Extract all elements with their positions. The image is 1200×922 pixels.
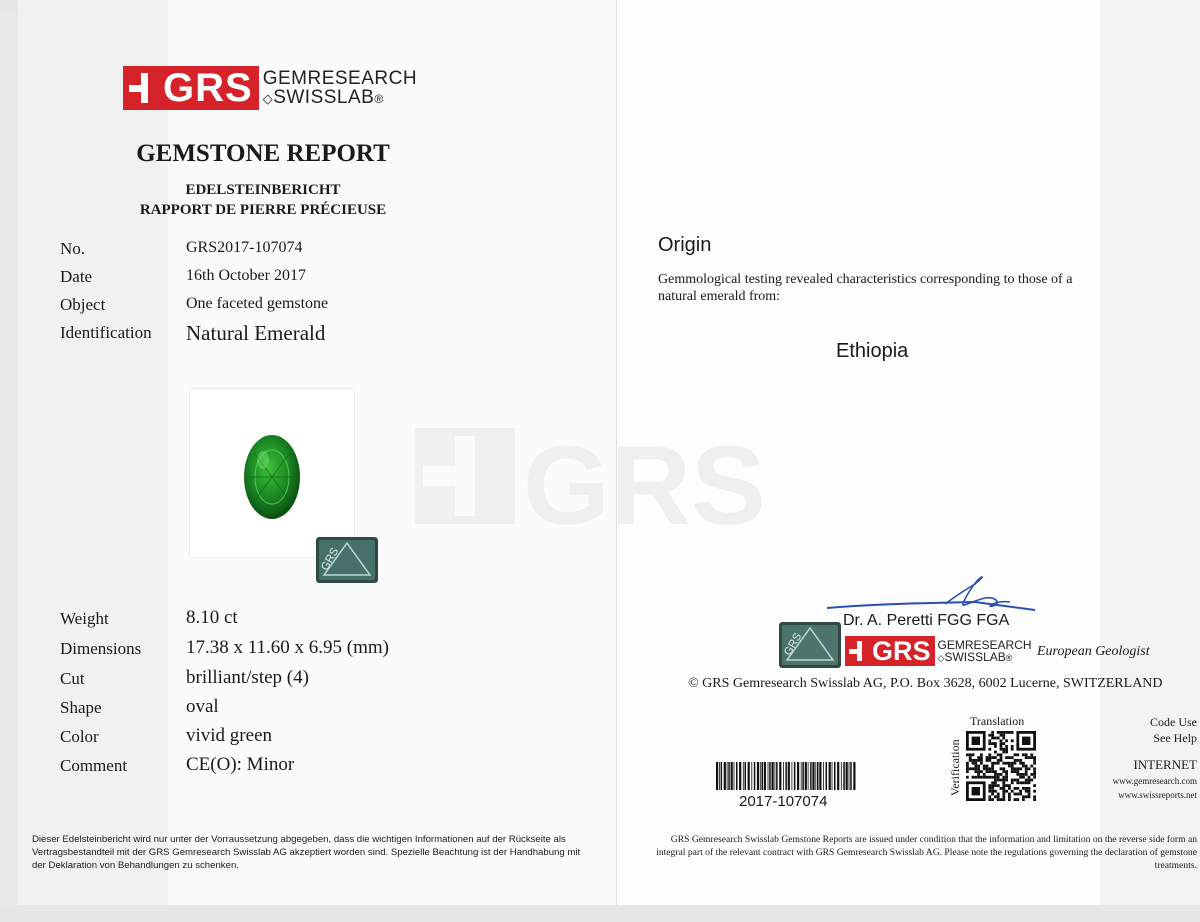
grs-logo-line2-row	[263, 88, 417, 107]
field-label-no: No.	[60, 239, 86, 258]
grs-logo-words	[263, 69, 417, 107]
hologram-text: GRS	[318, 546, 342, 573]
field-value-date: 16th October 2017	[186, 267, 306, 284]
code-use-note	[1100, 714, 1197, 746]
origin-title: Origin	[658, 234, 712, 256]
field-value-identification: Natural Emerald	[186, 321, 326, 345]
signature-image	[825, 570, 1040, 618]
grs-logo-line2: SWISSLAB	[273, 87, 375, 108]
disclaimer-german: Dieser Edelsteinbericht wird nur unter der Vorraussetzung abgegeben, dass die wichtigen Informationen auf der Rückseite als Vertragsbestandteil mit der GRS Gemresearch Swisslab AG akzeptiert worden sind. Spezielle Beachtung ist der Handhabung mit der Deklaration von Behandlungen zu schenken.	[32, 834, 581, 871]
barcode-number: 2017-107074	[739, 793, 828, 810]
field-label-identification: Identification	[60, 323, 152, 342]
field-label-shape: Shape	[60, 698, 102, 717]
grs-logo-small-line1: GEMRESEARCH	[937, 638, 1032, 652]
signer-name: Dr. A. Peretti FGG FGA	[843, 612, 1010, 629]
grs-logo-small-line2: SWISSLAB	[944, 650, 1006, 664]
code-use-line1: Code Use	[1150, 715, 1197, 729]
bottom-fold	[0, 905, 1200, 922]
signer-title: European Geologist	[1037, 644, 1150, 659]
report-title-fr: RAPPORT DE PIERRE PRÉCIEUSE	[139, 202, 387, 218]
left-panel-shade	[18, 0, 168, 922]
grs-logo-red-box	[123, 66, 259, 110]
url-swissreports-link[interactable]: www.swissreports.net	[1118, 790, 1197, 800]
registered-mark-small: ®	[1005, 653, 1013, 663]
field-label-date: Date	[60, 267, 93, 286]
grs-watermark	[415, 420, 785, 530]
grs-logo-small	[845, 636, 1032, 666]
grs-logo-brand: GRS	[163, 65, 253, 110]
copyright-line: © GRS Gemresearch Swisslab AG, P.O. Box 3628, 6002 Lucerne, SWITZERLAND	[688, 676, 1163, 691]
registered-mark: ®	[374, 92, 384, 106]
grs-logo-small-brand: GRS	[872, 635, 931, 666]
hologram-text-signature: GRS	[781, 631, 805, 658]
internet-label: INTERNET	[1133, 757, 1197, 772]
swiss-cross-icon	[129, 73, 159, 103]
field-value-comment: CE(O): Minor	[186, 754, 295, 775]
field-value-weight: 8.10 ct	[186, 607, 238, 628]
barcode-image	[716, 762, 856, 790]
field-value-dimensions: 17.38 x 11.60 x 6.95 (mm)	[186, 637, 390, 658]
report-title-de: EDELSTEINBERICHT	[185, 182, 341, 198]
translation-label: Translation	[970, 714, 1025, 728]
swiss-cross-icon-small	[849, 641, 869, 661]
grs-logo	[123, 66, 417, 110]
field-label-comment: Comment	[60, 756, 128, 775]
diamond-icon-small: ◇	[937, 653, 945, 663]
hologram-sticker-signature	[779, 622, 841, 668]
code-use-line2: See Help	[1153, 731, 1197, 745]
emerald-gem-image	[243, 434, 301, 520]
report-title: GEMSTONE REPORT	[136, 140, 390, 167]
qr-code-image[interactable]	[966, 731, 1036, 801]
url-gemresearch-link[interactable]: www.gemresearch.com	[1112, 776, 1197, 786]
field-label-color: Color	[60, 727, 99, 746]
field-value-shape: oval	[186, 696, 219, 717]
origin-country: Ethiopia	[836, 340, 909, 362]
field-value-no: GRS2017-107074	[186, 239, 303, 256]
grs-logo-small-words	[938, 639, 1032, 663]
disclaimer-english: GRS Gemresearch Swisslab Gemstone Reports are issued under condition that the information and limitation on the reverse side form an integral part of the relevant contract with GRS Gemresearch Swisslab AG. Please note the regulations governing the declaration of gemstone treatments.	[656, 834, 1197, 871]
field-value-object: One faceted gemstone	[186, 295, 329, 312]
field-label-object: Object	[60, 295, 106, 314]
svg-text:GRS: GRS	[523, 423, 766, 530]
field-label-weight: Weight	[60, 609, 109, 628]
diamond-icon: ◇	[262, 91, 274, 106]
origin-text: Gemmological testing revealed characteristics corresponding to those of a natural emerald from:	[658, 272, 1073, 304]
grs-logo-line1: GEMRESEARCH	[262, 68, 418, 89]
field-value-color: vivid green	[186, 725, 273, 746]
verification-label: Verification	[948, 739, 962, 797]
field-label-dimensions: Dimensions	[60, 639, 142, 658]
field-value-cut: brilliant/step (4)	[186, 667, 309, 688]
hologram-sticker	[316, 537, 378, 583]
grs-logo-small-line2-row	[938, 651, 1032, 663]
grs-logo-small-red-box	[845, 636, 935, 666]
field-label-cut: Cut	[60, 669, 85, 688]
